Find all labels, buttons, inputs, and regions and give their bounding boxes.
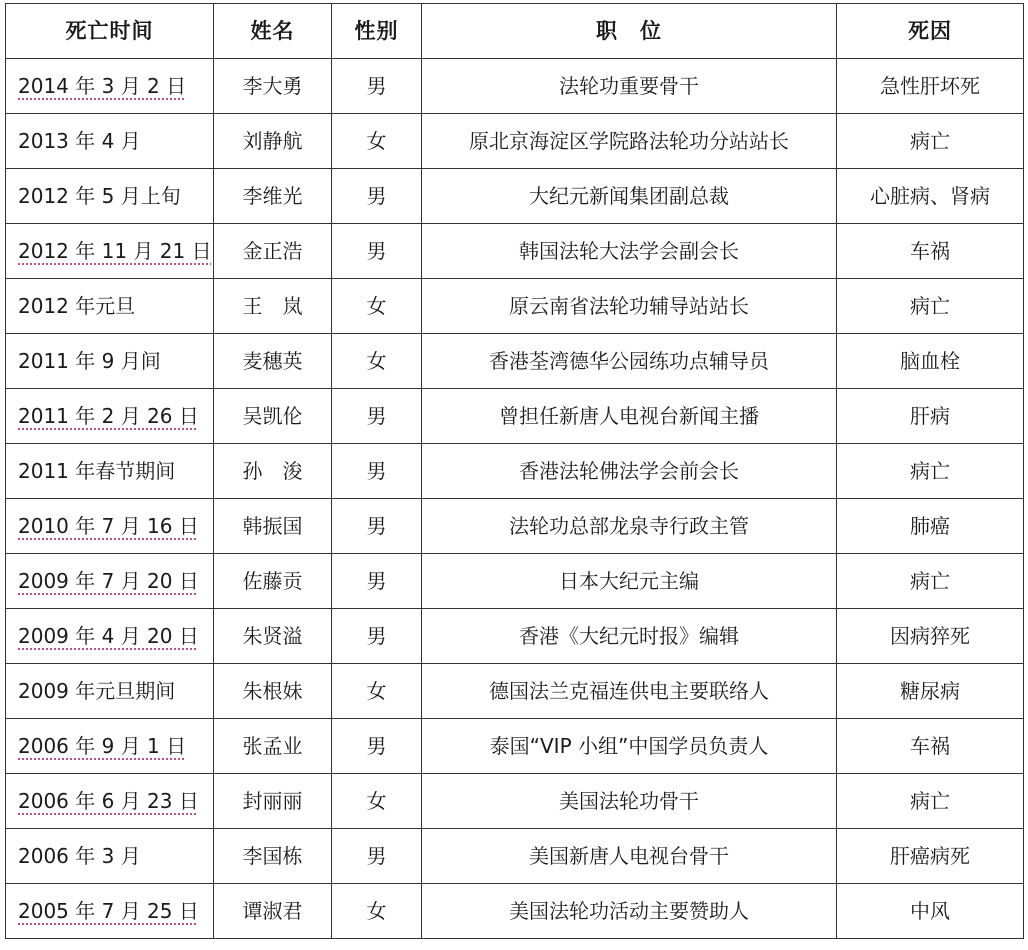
date-cell	[6, 279, 214, 334]
table-row	[6, 719, 1024, 774]
death-date: 2006 年 6 月 23 日	[18, 789, 199, 813]
position-cell: 香港法轮佛法学会前会长	[422, 444, 837, 499]
table-row	[6, 609, 1024, 664]
person-name: 麦穗英	[214, 334, 332, 389]
table-header	[6, 4, 1024, 59]
death-date: 2014 年 3 月 2 日	[18, 74, 187, 98]
table-row	[6, 114, 1024, 169]
cause-cell: 病亡	[837, 774, 1024, 829]
table-row	[6, 59, 1024, 114]
position-cell: 大纪元新闻集团副总裁	[422, 169, 837, 224]
cause-cell: 心脏病、肾病	[837, 169, 1024, 224]
person-name: 佐藤贡	[214, 554, 332, 609]
person-name: 王 岚	[214, 279, 332, 334]
position-cell: 原北京海淀区学院路法轮功分站站长	[422, 114, 837, 169]
cause-cell: 病亡	[837, 554, 1024, 609]
person-name: 朱根妹	[214, 664, 332, 719]
position-cell: 美国新唐人电视台骨干	[422, 829, 837, 884]
person-name: 韩振国	[214, 499, 332, 554]
death-date: 2011 年 2 月 26 日	[18, 404, 199, 428]
position-cell: 美国法轮功活动主要赞助人	[422, 884, 837, 939]
person-name: 孙 浚	[214, 444, 332, 499]
date-cell	[6, 169, 214, 224]
gender-cell: 男	[332, 829, 422, 884]
header-gender: 性别	[332, 4, 422, 59]
gender-cell: 男	[332, 609, 422, 664]
cause-cell: 急性肝坏死	[837, 59, 1024, 114]
date-cell	[6, 884, 214, 939]
death-date: 2012 年元旦	[18, 294, 136, 318]
date-cell	[6, 334, 214, 389]
person-name: 李维光	[214, 169, 332, 224]
cause-cell: 肝癌病死	[837, 829, 1024, 884]
date-cell	[6, 389, 214, 444]
gender-cell: 女	[332, 114, 422, 169]
position-cell: 美国法轮功骨干	[422, 774, 837, 829]
date-cell	[6, 224, 214, 279]
date-cell	[6, 719, 214, 774]
gender-cell: 男	[332, 389, 422, 444]
gender-cell: 女	[332, 664, 422, 719]
table-row	[6, 774, 1024, 829]
table-body	[6, 59, 1024, 939]
position-cell: 法轮功总部龙泉寺行政主管	[422, 499, 837, 554]
gender-cell: 男	[332, 169, 422, 224]
death-date: 2012 年 11 月 21 日	[18, 239, 212, 263]
gender-cell: 男	[332, 224, 422, 279]
table-row	[6, 389, 1024, 444]
cause-cell: 车祸	[837, 719, 1024, 774]
date-cell	[6, 609, 214, 664]
gender-cell: 男	[332, 719, 422, 774]
death-date: 2010 年 7 月 16 日	[18, 514, 199, 538]
death-date: 2009 年 4 月 20 日	[18, 624, 199, 648]
position-cell: 韩国法轮大法学会副会长	[422, 224, 837, 279]
gender-cell: 女	[332, 279, 422, 334]
gender-cell: 女	[332, 334, 422, 389]
date-cell	[6, 59, 214, 114]
header-date: 死亡时间	[6, 4, 214, 59]
date-cell	[6, 774, 214, 829]
gender-cell: 女	[332, 884, 422, 939]
cause-cell: 车祸	[837, 224, 1024, 279]
position-cell: 香港《大纪元时报》编辑	[422, 609, 837, 664]
cause-cell: 脑血栓	[837, 334, 1024, 389]
table-row	[6, 444, 1024, 499]
person-name: 金正浩	[214, 224, 332, 279]
death-date: 2009 年元旦期间	[18, 679, 176, 703]
cause-cell: 肝病	[837, 389, 1024, 444]
table-row	[6, 829, 1024, 884]
death-date: 2005 年 7 月 25 日	[18, 899, 199, 923]
cause-cell: 病亡	[837, 279, 1024, 334]
table-row	[6, 554, 1024, 609]
casualty-table	[5, 3, 1024, 939]
death-date: 2006 年 9 月 1 日	[18, 734, 187, 758]
table-row	[6, 169, 1024, 224]
position-cell: 曾担任新唐人电视台新闻主播	[422, 389, 837, 444]
person-name: 李大勇	[214, 59, 332, 114]
person-name: 李国栋	[214, 829, 332, 884]
gender-cell: 男	[332, 554, 422, 609]
date-cell	[6, 114, 214, 169]
cause-cell: 中风	[837, 884, 1024, 939]
cause-cell: 因病猝死	[837, 609, 1024, 664]
header-position: 职 位	[422, 4, 837, 59]
death-date: 2006 年 3 月	[18, 844, 141, 868]
cause-cell: 糖尿病	[837, 664, 1024, 719]
person-name: 谭淑君	[214, 884, 332, 939]
position-cell: 法轮功重要骨干	[422, 59, 837, 114]
date-cell	[6, 499, 214, 554]
date-cell	[6, 444, 214, 499]
person-name: 封丽丽	[214, 774, 332, 829]
table-row	[6, 224, 1024, 279]
position-cell: 香港荃湾德华公园练功点辅导员	[422, 334, 837, 389]
death-date: 2009 年 7 月 20 日	[18, 569, 199, 593]
person-name: 张孟业	[214, 719, 332, 774]
gender-cell: 女	[332, 774, 422, 829]
person-name: 刘静航	[214, 114, 332, 169]
death-date: 2011 年春节期间	[18, 459, 176, 483]
header-name: 姓名	[214, 4, 332, 59]
death-date: 2011 年 9 月间	[18, 349, 161, 373]
table-row	[6, 884, 1024, 939]
position-cell: 原云南省法轮功辅导站站长	[422, 279, 837, 334]
header-cause: 死因	[837, 4, 1024, 59]
table-row	[6, 664, 1024, 719]
cause-cell: 病亡	[837, 444, 1024, 499]
date-cell	[6, 664, 214, 719]
position-cell: 泰国“VIP 小组”中国学员负责人	[422, 719, 837, 774]
death-date: 2013 年 4 月	[18, 129, 141, 153]
table-row	[6, 279, 1024, 334]
cause-cell: 肺癌	[837, 499, 1024, 554]
cause-cell: 病亡	[837, 114, 1024, 169]
position-cell: 日本大纪元主编	[422, 554, 837, 609]
gender-cell: 男	[332, 444, 422, 499]
death-date: 2012 年 5 月上旬	[18, 184, 181, 208]
header-row	[6, 4, 1024, 59]
person-name: 朱贤溢	[214, 609, 332, 664]
table-row	[6, 334, 1024, 389]
date-cell	[6, 829, 214, 884]
gender-cell: 男	[332, 59, 422, 114]
table-row	[6, 499, 1024, 554]
position-cell: 德国法兰克福连供电主要联络人	[422, 664, 837, 719]
date-cell	[6, 554, 214, 609]
person-name: 吴凯伦	[214, 389, 332, 444]
gender-cell: 男	[332, 499, 422, 554]
